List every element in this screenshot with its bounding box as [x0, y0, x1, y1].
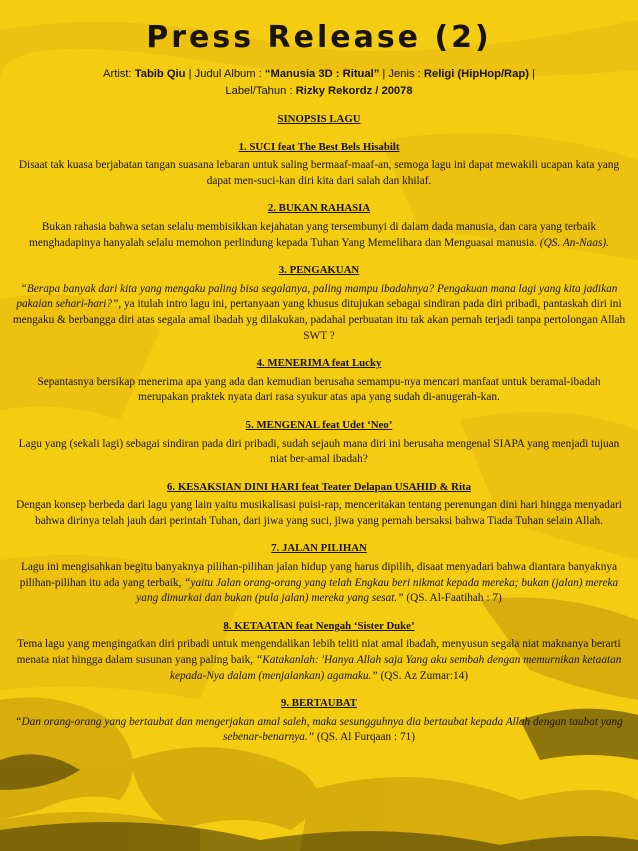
- quote-reference: (QS. An-Naas).: [539, 236, 609, 249]
- label-year-value: Rizky Rekordz / 20078: [295, 85, 413, 97]
- song-section-4: [12, 356, 626, 406]
- song-description: Sepantasnya bersikap menerima apa yang ada dan kemudian berusaha semampu-nya mencari manfaat untuk beramal-ibadah merupakan praktek nyata dari rasa syukur atas apa yang sudah di-anugerah-kan.: [37, 375, 601, 404]
- song-heading: 5. MENGENAL feat Udet ‘Neo’: [245, 418, 393, 431]
- song-quote: “Dan orang-orang yang bertaubat dan mengerjakan amal saleh, maka sesungguhnya dia bertaubat kepada Allah dengan taubat yang sebenar-benarnya.”: [15, 715, 623, 744]
- album-value: “Manusia 3D : Ritual”: [264, 68, 380, 80]
- meta-separator: |: [532, 68, 535, 80]
- song-section-6: [12, 480, 626, 530]
- synopsis-heading: SINOPSIS LAGU: [277, 113, 361, 125]
- label-year-label: Label/Tahun :: [225, 85, 293, 97]
- song-section-9: [12, 696, 626, 746]
- song-heading: 9. BERTAUBAT: [280, 697, 357, 710]
- quote-reference: (QS. Al Furqaan : 71): [314, 731, 416, 744]
- genre-value: Religi (HipHop/Rap): [423, 68, 529, 80]
- song-section-2: [12, 201, 626, 251]
- song-heading: 8. KETAATAN feat Nengah ‘Sister Duke’: [223, 619, 415, 632]
- song-description: Disaat tak kuasa berjabatan tangan suasana lebaran untuk saling bermaaf-maaf-an, semoga lagu ini dapat mewakili ucapan kata yang dapat men-suci-kan diri kita dari salah dan khilaf.: [18, 159, 620, 187]
- quote-reference: (QS. Az Zumar:14): [380, 669, 469, 682]
- genre-label: | Jenis :: [382, 68, 421, 80]
- song-quote: “Berapa banyak dari kita yang mengaku paling bisa segalanya, paling mampu ibadahnya? Pengakuan mana lagi yang kita jadikan pakaian sehari-hari?”: [16, 282, 618, 311]
- quote-reference: (QS. Al-Faatihah : 7): [406, 592, 502, 605]
- song-description: [12, 637, 626, 684]
- song-heading: 1. SUCI feat The Best Bels Hisabilt: [238, 140, 400, 153]
- song-section-8: [12, 619, 626, 684]
- song-text: Tema lagu yang mengingatkan diri pribadi untuk mengendalikan lebih teliti niat amal ibadah, menyusun segala niat maknanya berarti menata niat hingga dalam susunan yang paling baik,: [16, 638, 621, 667]
- song-heading: 6. KESAKSIAN DINI HARI feat Teater Delapan USAHID & Rita: [167, 480, 471, 493]
- song-description: [12, 715, 626, 746]
- synopsis-body: [12, 112, 626, 758]
- artist-value: Tabib Qiu: [134, 68, 186, 80]
- song-section-7: [12, 541, 626, 606]
- song-heading: 4. MENERIMA feat Lucky: [256, 357, 382, 370]
- song-description: [12, 560, 626, 607]
- song-text: Lagu ini mengisahkan begitu banyaknya pilihan-pilihan jalan hidup yang harus dipilih, disaat menyadari bahwa diantara banyaknya pilihan-pilihan itu ada yang terbaik,: [19, 561, 618, 589]
- song-section-1: [12, 140, 626, 190]
- album-info: [30, 66, 608, 100]
- page-title: Press Release (2): [146, 20, 492, 55]
- song-text: Bukan rahasia bahwa setan selalu membisikkan kejahatan yang tersembunyi di dalam dada manusia, dan cara yang terbaik menghadapinya hanyalah selalu memohon perlindung kepada Tuhan Yang Memelihara dan Menguasai manusia.: [29, 220, 597, 249]
- song-heading: 2. BUKAN RAHASIA: [267, 202, 371, 215]
- song-description: Dengan konsep berbeda dari lagu yang lain yaitu musikalisasi puisi-rap, menceritakan tentang perenungan dini hari hingga menyadari bahwa dirinya telah jauh dari perintah Tuhan, dari jiwa yang suci, jiwa yang pernah bersaksi bahwa Tiada Tuhan selain Allah.: [16, 499, 622, 527]
- song-section-3: [12, 263, 626, 344]
- song-text: , ya itulah intro lagu ini, pertanyaan yang khusus ditujukan sebagai sindiran pada diri pribadi, pantaskah diri ini mengaku & berbangga diri atas segala amal ibadah yg dilakukan, padahal perbuatan itu tak akan pernah terjadi tanpa pertolongan Allah SWT ?: [12, 298, 626, 342]
- song-heading: 7. JALAN PILIHAN: [271, 542, 367, 555]
- artist-label: Artist:: [103, 68, 132, 80]
- song-quote: “yaitu Jalan orang-orang yang telah Engkau beri nikmat kepada mereka; bukan (jalan) mereka yang dimurkai dan bukan (pula jalan) mereka yang sesat.”: [136, 576, 619, 605]
- song-description: Lagu yang (sekali lagi) sebagai sindiran pada diri pribadi, sudah sejauh mana diri ini berusaha mengenal SIAPA yang menjadi tujuan niat ber-amal ibadah?: [18, 437, 620, 466]
- song-section-5: [12, 418, 626, 468]
- song-quote: “Katakanlah: 'Hanya Allah saja Yang aku sembah dengan memurnikan ketaatan kepada-Nya dalam (menjalankan) agamaku.”: [169, 654, 622, 682]
- song-description: [12, 282, 626, 344]
- song-description: [12, 220, 626, 251]
- song-heading: 3. PENGAKUAN: [278, 264, 360, 277]
- album-label: | Judul Album :: [188, 68, 262, 80]
